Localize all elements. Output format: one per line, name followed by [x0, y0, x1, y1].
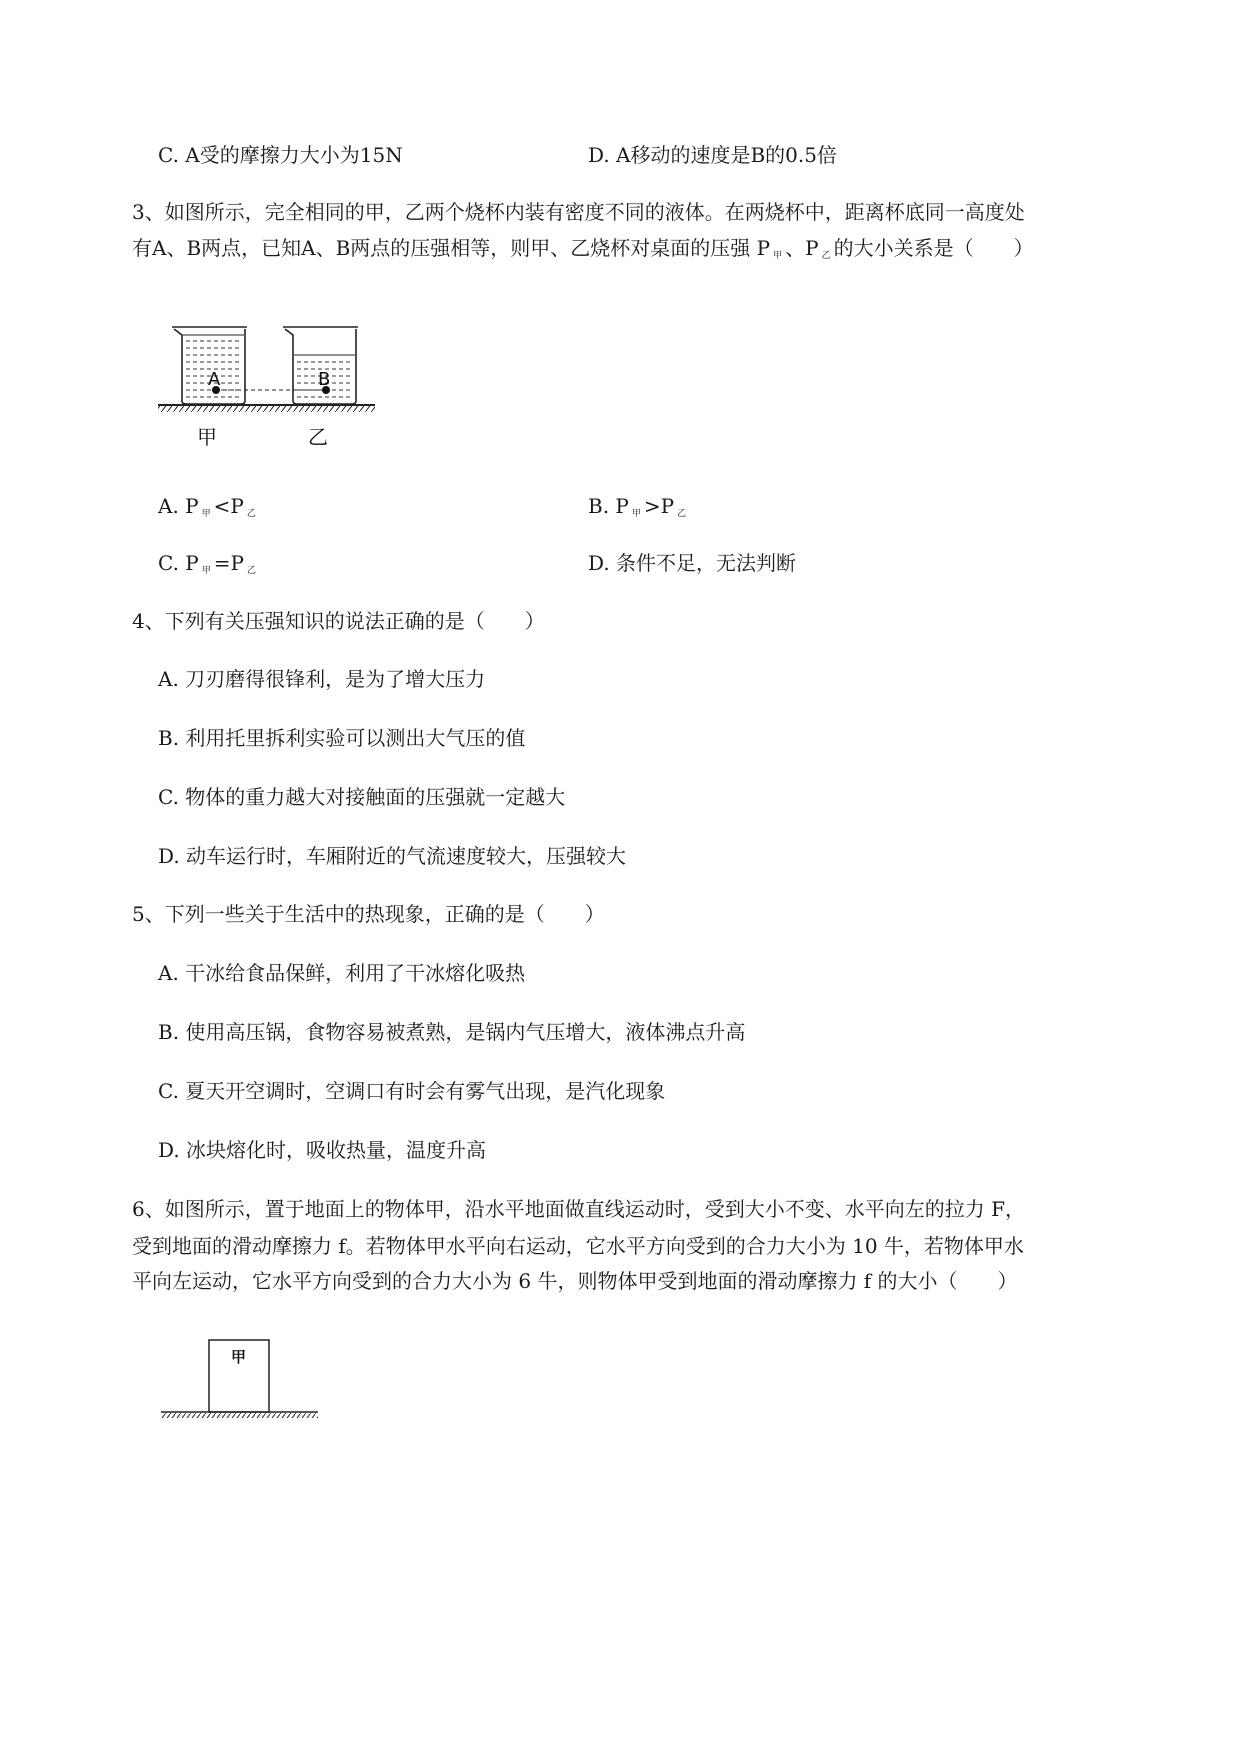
q3-option-b-op: >P [643, 494, 675, 518]
q4-stem: 4、下列有关压强知识的说法正确的是（ ） [132, 609, 545, 633]
q5-option-c[interactable]: C. 夏天开空调时，空调口有时会有雾气出现，是汽化现象 [158, 1079, 666, 1103]
q3-option-c[interactable] [158, 549, 259, 585]
q3-option-d[interactable]: D. 条件不足，无法判断 [588, 551, 797, 575]
q3-stem-text-a: 有A、B两点，已知A、B两点的压强相等，则甲、乙烧杯对桌面的压强 P [132, 236, 771, 260]
q2-option-d[interactable]: D. A移动的速度是B的0.5倍 [588, 143, 837, 167]
q6-stem-line2: 受到地面的滑动摩擦力 f。若物体甲水平向右运动，它水平方向受到的合力大小为 10 牛，若物体甲水 [132, 1234, 1024, 1258]
q3-stem-text-c: 的大小关系是（ ） [833, 236, 1034, 260]
q3-option-b[interactable] [588, 492, 689, 528]
q3-option-c-sub1: 甲 [201, 566, 211, 576]
q3-stem-line2 [132, 234, 1034, 270]
q5-option-b[interactable]: B. 使用高压锅，食物容易被煮熟，是锅内气压增大，液体沸点升高 [158, 1020, 746, 1044]
q4-option-d[interactable]: D. 动车运行时，车厢附近的气流速度较大，压强较大 [158, 844, 627, 868]
q5-stem: 5、下列一些关于生活中的热现象，正确的是（ ） [132, 902, 605, 926]
q3-label-yi: 乙 [308, 425, 328, 449]
q3-option-a-text: A. P [158, 494, 199, 518]
q3-stem-sub-yi: 乙 [821, 251, 831, 261]
q6-ground-hatch [161, 1413, 318, 1418]
q3-stem-line1: 3、如图所示，完全相同的甲，乙两个烧杯内装有密度不同的液体。在两烧杯中，距离杯底同一高度处 [132, 200, 1025, 224]
q3-option-a-op: <P [213, 494, 244, 518]
q3-point-b-label: B [318, 369, 331, 390]
q3-option-c-op: =P [213, 551, 244, 575]
q3-option-a-sub1: 甲 [201, 509, 211, 519]
q3-option-b-text: B. P [588, 494, 629, 518]
q3-option-b-sub1: 甲 [631, 509, 641, 519]
q4-option-c[interactable]: C. 物体的重力越大对接触面的压强就一定越大 [158, 785, 566, 809]
q3-option-a-sub2: 乙 [246, 509, 256, 519]
q3-beakers-figure [150, 315, 390, 455]
q3-option-a[interactable] [158, 492, 259, 528]
q3-stem-text-b: 、P [785, 236, 819, 260]
q2-option-c[interactable]: C. A受的摩擦力大小为15N [158, 143, 403, 167]
q3-label-jia: 甲 [197, 425, 217, 449]
q3-point-a-label: A [208, 369, 221, 390]
q4-option-a[interactable]: A. 刀刃磨得很锋利，是为了增大压力 [158, 667, 486, 691]
q6-block-figure [155, 1330, 325, 1425]
q3-stem-sub-jia: 甲 [773, 251, 783, 261]
q6-block-label: 甲 [231, 1348, 247, 1366]
q6-stem-line3: 平向左运动，它水平方向受到的合力大小为 6 牛，则物体甲受到地面的滑动摩擦力 f 的大小（ ） [132, 1269, 1018, 1293]
q5-option-a[interactable]: A. 干冰给食品保鲜，利用了干冰熔化吸热 [158, 961, 526, 985]
q3-option-c-text: C. P [158, 551, 199, 575]
q5-option-d[interactable]: D. 冰块熔化时，吸收热量，温度升高 [158, 1138, 487, 1162]
q3-beaker-yi [283, 327, 358, 404]
q3-option-b-sub2: 乙 [677, 509, 687, 519]
q4-option-b[interactable]: B. 利用托里拆利实验可以测出大气压的值 [158, 726, 526, 750]
q3-option-c-sub2: 乙 [247, 566, 257, 576]
q3-table-hatch [158, 406, 375, 412]
q6-stem-line1: 6、如图所示，置于地面上的物体甲，沿水平地面做直线运动时，受到大小不变、水平向左的拉力 F， [132, 1197, 1025, 1221]
q3-beaker-jia [172, 327, 247, 404]
